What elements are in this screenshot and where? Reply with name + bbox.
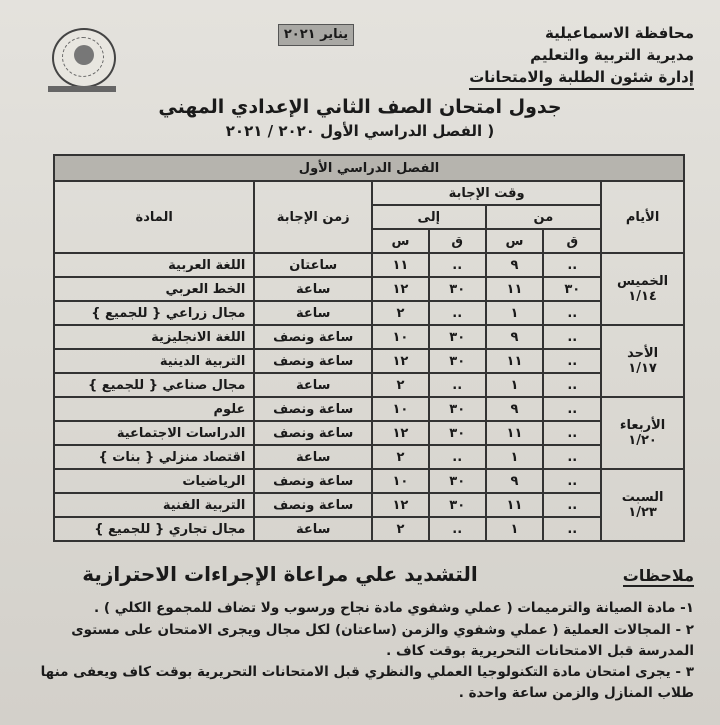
- from-minutes-cell: ..: [543, 493, 601, 517]
- from-hours-cell: ١: [486, 301, 544, 325]
- from-hours-cell: ١: [486, 373, 544, 397]
- duration-cell: ساعة ونصف: [254, 421, 372, 445]
- from-hours-cell: ٩: [486, 253, 544, 277]
- to-minutes-cell: ٣٠: [429, 277, 486, 301]
- from-minutes-cell: ..: [543, 325, 601, 349]
- day-date: ١/١٧: [628, 361, 657, 376]
- to-minutes-cell: ..: [429, 517, 486, 541]
- table-row: [54, 469, 684, 493]
- duration-cell: ساعة: [254, 517, 372, 541]
- to-hours-header: س: [372, 229, 429, 253]
- table-row: [54, 493, 684, 517]
- table-row: [54, 397, 684, 421]
- duration-cell: ساعة ونصف: [254, 325, 372, 349]
- notes-heading: ملاحظات: [622, 566, 694, 585]
- subject-cell: التربية الدينية: [54, 349, 254, 373]
- day-name: الأربعاء: [619, 418, 666, 433]
- day-name: الخميس: [617, 274, 669, 289]
- duration-cell: ساعة: [254, 301, 372, 325]
- table-row: [54, 325, 684, 349]
- note-item: ٢ - المجالات العملية ( عملي وشفوي والزمن (ساعتان) لكل مجال ويجرى الامتحان على مستوى المدرسة قبل الامتحانات التحريرية بوقت كاف .: [71, 622, 694, 659]
- note-item: ٣ - يجرى امتحان مادة التكنولوجيا العملي والنظري قبل الامتحانات التحريرية بوقت كاف ويعفى منها طلاب المنازل والزمن ساعة واحدة .: [40, 664, 694, 701]
- ministry-seal-icon: [52, 28, 116, 88]
- to-hours-cell: ٢: [372, 445, 429, 469]
- table-row: [54, 301, 684, 325]
- from-hours-cell: ١: [486, 445, 544, 469]
- from-hours-cell: ٩: [486, 469, 544, 493]
- duration-cell: ساعة: [254, 373, 372, 397]
- from-minutes-cell: ..: [543, 253, 601, 277]
- from-minutes-cell: ..: [543, 373, 601, 397]
- to-hours-cell: ١٢: [372, 493, 429, 517]
- to-hours-cell: ١٠: [372, 469, 429, 493]
- table-row: [54, 253, 684, 277]
- to-minutes-cell: ٣٠: [429, 349, 486, 373]
- from-minutes-cell: ..: [543, 469, 601, 493]
- table-row: [54, 421, 684, 445]
- precautions-banner: التشديد علي مراعاة الإجراءات الاحترازية: [82, 562, 478, 586]
- day-cell: [601, 397, 684, 469]
- day-date: ١/١٤: [628, 289, 657, 304]
- to-minutes-cell: ..: [429, 373, 486, 397]
- to-minutes-cell: ٣٠: [429, 493, 486, 517]
- seal-ribbon: [48, 86, 116, 92]
- directorate-label: مديرية التربية والتعليم: [530, 46, 694, 64]
- from-hours-cell: ١١: [486, 493, 544, 517]
- duration-cell: ساعة ونصف: [254, 349, 372, 373]
- to-hours-cell: ٢: [372, 373, 429, 397]
- to-hours-cell: ٢: [372, 517, 429, 541]
- day-name: الأحد: [627, 346, 659, 361]
- day-cell: [601, 469, 684, 541]
- header-block: [469, 22, 694, 90]
- subject-cell: اللغة الانجليزية: [54, 325, 254, 349]
- to-minutes-cell: ..: [429, 445, 486, 469]
- from-hours-cell: ١١: [486, 349, 544, 373]
- subject-cell: الدراسات الاجتماعية: [54, 421, 254, 445]
- from-header: من: [486, 205, 602, 229]
- from-minutes-cell: ..: [543, 421, 601, 445]
- to-hours-cell: ١١: [372, 253, 429, 277]
- to-hours-cell: ١٢: [372, 349, 429, 373]
- day-cell: [601, 325, 684, 397]
- from-hours-cell: ٩: [486, 325, 544, 349]
- duration-cell: ساعة: [254, 445, 372, 469]
- day-date: ١/٢٣: [628, 505, 657, 520]
- table-row: [54, 277, 684, 301]
- from-hours-header: س: [486, 229, 544, 253]
- governorate-label: محافظة الاسماعيلية: [545, 24, 694, 42]
- from-minutes-cell: ..: [543, 349, 601, 373]
- from-minutes-cell: ..: [543, 301, 601, 325]
- subject-cell: مجال صناعي { للجميع }: [54, 373, 254, 397]
- to-hours-cell: ١٢: [372, 421, 429, 445]
- from-hours-cell: ٩: [486, 397, 544, 421]
- table-row: [54, 517, 684, 541]
- to-minutes-cell: ..: [429, 301, 486, 325]
- semester-header: الفصل الدراسي الأول: [54, 155, 684, 181]
- table-row: [54, 373, 684, 397]
- day-date: ١/٢٠: [628, 433, 657, 448]
- to-hours-cell: ١٠: [372, 397, 429, 421]
- from-minutes-cell: ..: [543, 445, 601, 469]
- from-minutes-cell: ٣٠: [543, 277, 601, 301]
- from-hours-cell: ١١: [486, 421, 544, 445]
- subject-column-header: المادة: [54, 181, 254, 253]
- department-label: إدارة شئون الطلبة والامتحانات: [469, 66, 694, 90]
- subject-cell: مجال زراعي { للجميع }: [54, 301, 254, 325]
- page-title: جدول امتحان الصف الثاني الإعدادي المهني: [158, 96, 562, 118]
- subject-cell: مجال تجاري { للجميع }: [54, 517, 254, 541]
- answer-time-header: وقت الإجابة: [372, 181, 601, 205]
- subject-cell: التربية الفنية: [54, 493, 254, 517]
- table-row: [54, 349, 684, 373]
- days-column-header: الأيام: [601, 181, 684, 253]
- to-hours-cell: ١٢: [372, 277, 429, 301]
- to-header: إلى: [372, 205, 486, 229]
- subject-cell: علوم: [54, 397, 254, 421]
- note-item: ١- مادة الصيانة والترميمات ( عملي وشفوي مادة نجاح ورسوب ولا تضاف للمجموع الكلي ) .: [94, 600, 694, 616]
- subject-cell: اقتصاد منزلي { بنات }: [54, 445, 254, 469]
- to-minutes-cell: ..: [429, 253, 486, 277]
- from-hours-cell: ١١: [486, 277, 544, 301]
- from-hours-cell: ١: [486, 517, 544, 541]
- page-subtitle: ( الفصل الدراسي الأول ٢٠٢٠ / ٢٠٢١: [225, 122, 495, 140]
- duration-cell: ساعة: [254, 277, 372, 301]
- date-badge: يناير ٢٠٢١: [278, 24, 354, 46]
- subject-cell: الرياضيات: [54, 469, 254, 493]
- to-minutes-cell: ٣٠: [429, 397, 486, 421]
- table-row: [54, 445, 684, 469]
- duration-column-header: زمن الإجابة: [254, 181, 372, 253]
- duration-cell: ساعة ونصف: [254, 397, 372, 421]
- duration-cell: ساعة ونصف: [254, 493, 372, 517]
- to-hours-cell: ١٠: [372, 325, 429, 349]
- to-minutes-cell: ٣٠: [429, 421, 486, 445]
- duration-cell: ساعتان: [254, 253, 372, 277]
- duration-cell: ساعة ونصف: [254, 469, 372, 493]
- to-minutes-cell: ٣٠: [429, 325, 486, 349]
- from-minutes-cell: ..: [543, 397, 601, 421]
- subject-cell: الخط العربي: [54, 277, 254, 301]
- exam-schedule-table: [53, 154, 685, 542]
- subject-cell: اللغة العربية: [54, 253, 254, 277]
- to-minutes-header: ق: [429, 229, 486, 253]
- from-minutes-header: ق: [543, 229, 601, 253]
- to-minutes-cell: ٣٠: [429, 469, 486, 493]
- day-name: السبت: [621, 490, 664, 505]
- from-minutes-cell: ..: [543, 517, 601, 541]
- day-cell: [601, 253, 684, 325]
- to-hours-cell: ٢: [372, 301, 429, 325]
